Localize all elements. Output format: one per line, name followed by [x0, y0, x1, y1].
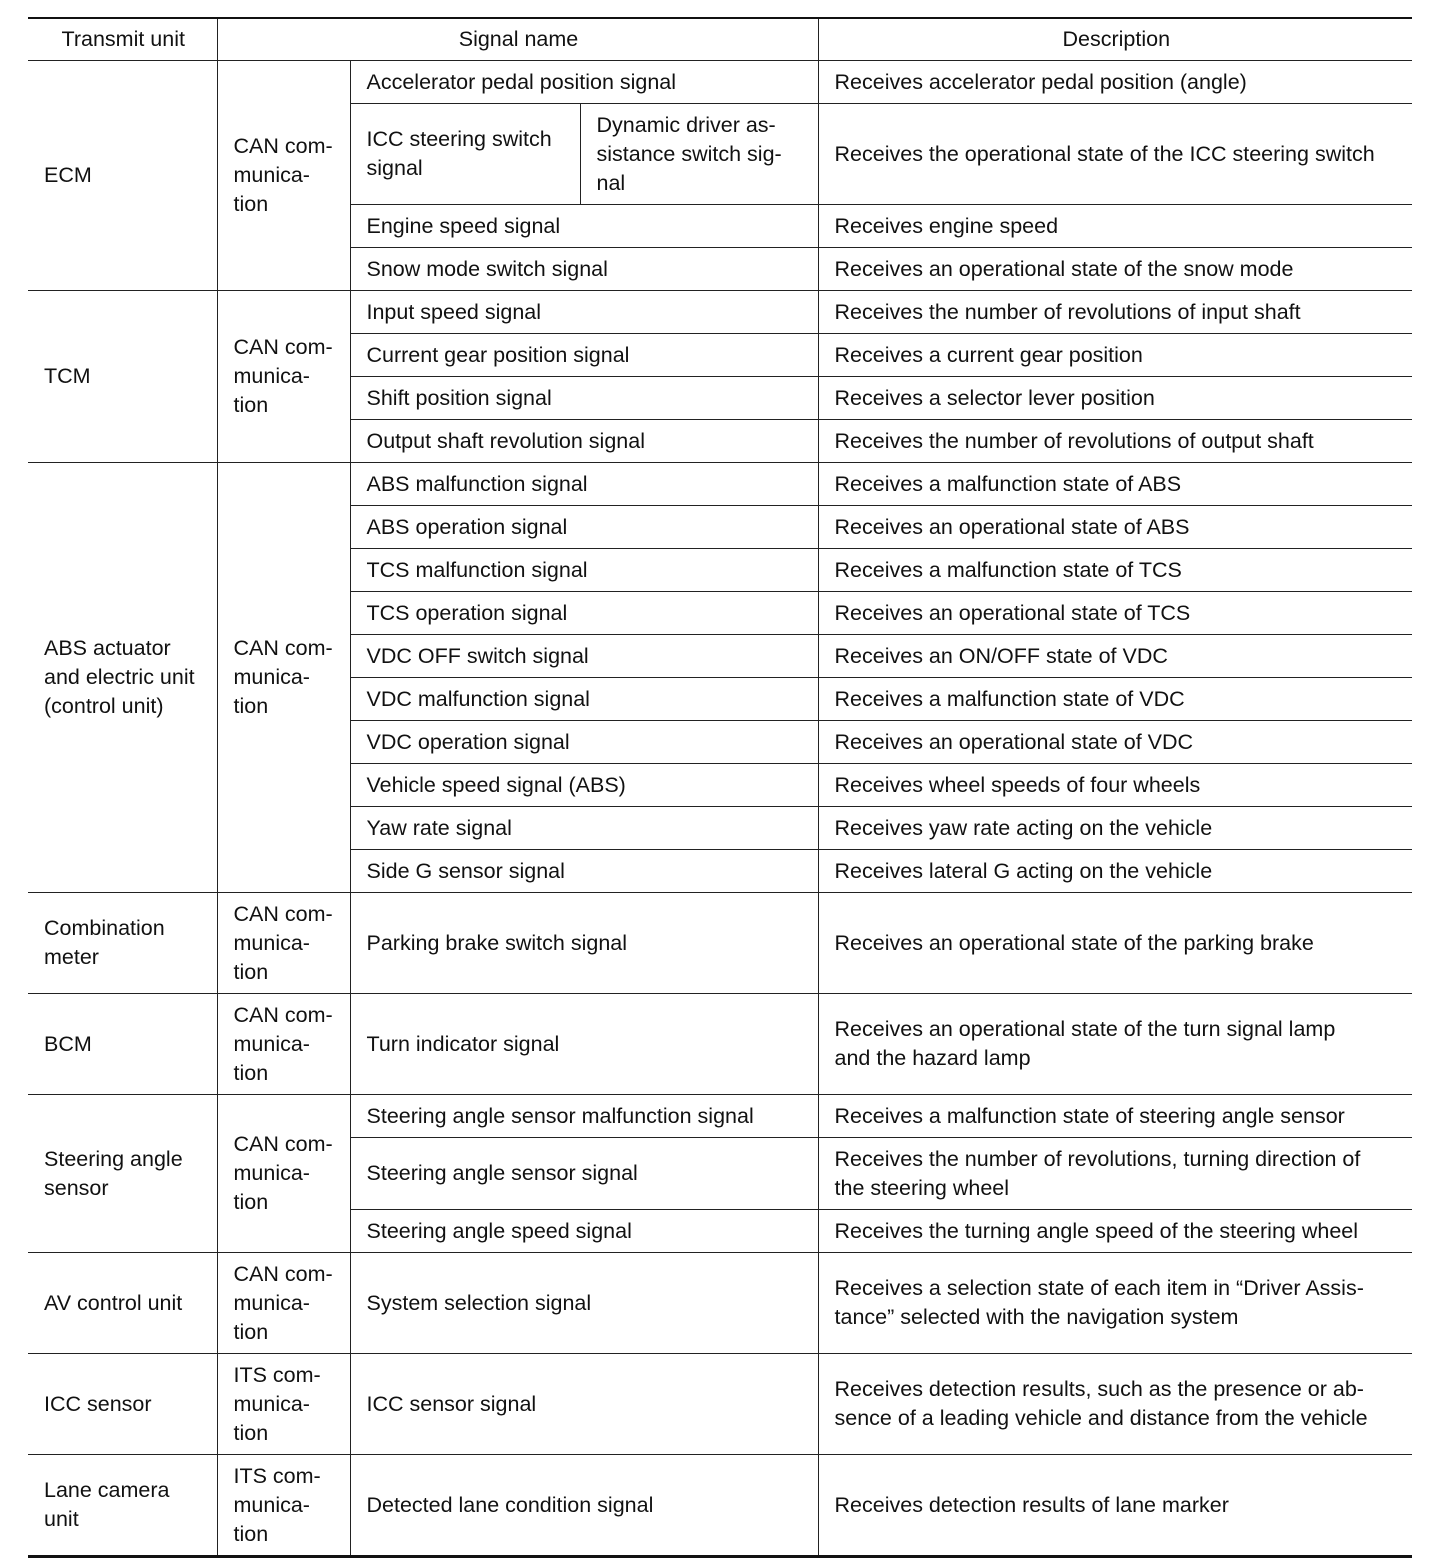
communication-cell: ITS com- munica- tion [217, 1354, 350, 1455]
communication-cell: CAN com- munica- tion [217, 291, 350, 463]
table-row [28, 893, 1412, 994]
table-row [28, 61, 1412, 104]
signal-name-cell: ICC sensor signal [350, 1354, 818, 1455]
communication-cell: CAN com- munica- tion [217, 1095, 350, 1253]
sub-signal-name-cell: Dynamic driver as- sistance switch sig- nal [580, 104, 818, 205]
communication-cell: CAN com- munica- tion [217, 893, 350, 994]
description-cell: Receives a selection state of each item in “Driver Assis- tance” selected with the navigation system [818, 1253, 1412, 1354]
description-cell: Receives a malfunction state of VDC [818, 678, 1412, 721]
table-header-row [28, 18, 1412, 61]
communication-cell: ITS com- munica- tion [217, 1455, 350, 1557]
signal-name-cell: ABS operation signal [350, 506, 818, 549]
signal-name-cell: Steering angle sensor malfunction signal [350, 1095, 818, 1138]
description-cell: Receives yaw rate acting on the vehicle [818, 807, 1412, 850]
description-cell: Receives an operational state of TCS [818, 592, 1412, 635]
description-cell: Receives the number of revolutions, turning direction of the steering wheel [818, 1138, 1412, 1210]
signal-name-cell: System selection signal [350, 1253, 818, 1354]
signal-name-cell: Turn indicator signal [350, 994, 818, 1095]
description-cell: Receives an operational state of the snow mode [818, 248, 1412, 291]
signal-name-cell: Vehicle speed signal (ABS) [350, 764, 818, 807]
description-cell: Receives the number of revolutions of input shaft [818, 291, 1412, 334]
header-description: Description [818, 18, 1412, 61]
table-row [28, 463, 1412, 506]
signal-name-cell: TCS malfunction signal [350, 549, 818, 592]
header-signal-name: Signal name [217, 18, 818, 61]
transmit-unit-cell: ICC sensor [28, 1354, 217, 1455]
signal-name-cell: Yaw rate signal [350, 807, 818, 850]
table-row [28, 1455, 1412, 1557]
description-cell: Receives the number of revolutions of output shaft [818, 420, 1412, 463]
description-cell: Receives lateral G acting on the vehicle [818, 850, 1412, 893]
description-cell: Receives a current gear position [818, 334, 1412, 377]
transmit-unit-cell: Lane camera unit [28, 1455, 217, 1557]
description-cell: Receives an operational state of the turn signal lamp and the hazard lamp [818, 994, 1412, 1095]
signal-name-cell: Engine speed signal [350, 205, 818, 248]
table-row [28, 1253, 1412, 1354]
signal-name-cell: Parking brake switch signal [350, 893, 818, 994]
description-cell: Receives a malfunction state of TCS [818, 549, 1412, 592]
communication-cell: CAN com- munica- tion [217, 994, 350, 1095]
description-cell: Receives the operational state of the ICC steering switch [818, 104, 1412, 205]
signal-name-cell: VDC OFF switch signal [350, 635, 818, 678]
description-cell: Receives detection results of lane marker [818, 1455, 1412, 1557]
description-cell: Receives accelerator pedal position (angle) [818, 61, 1412, 104]
communication-cell: CAN com- munica- tion [217, 61, 350, 291]
signal-name-cell: TCS operation signal [350, 592, 818, 635]
signal-name-cell: Detected lane condition signal [350, 1455, 818, 1557]
description-cell: Receives a malfunction state of steering angle sensor [818, 1095, 1412, 1138]
signal-name-cell: Steering angle speed signal [350, 1210, 818, 1253]
table-row [28, 291, 1412, 334]
transmit-unit-cell: TCM [28, 291, 217, 463]
description-cell: Receives an operational state of VDC [818, 721, 1412, 764]
description-cell: Receives detection results, such as the presence or ab- sence of a leading vehicle and distance from the vehicle [818, 1354, 1412, 1455]
transmit-unit-cell: Steering angle sensor [28, 1095, 217, 1253]
communication-cell: CAN com- munica- tion [217, 463, 350, 893]
transmit-unit-cell: Combination meter [28, 893, 217, 994]
table-row [28, 1095, 1412, 1138]
description-cell: Receives an operational state of the parking brake [818, 893, 1412, 994]
signal-name-cell: Accelerator pedal position signal [350, 61, 818, 104]
signal-name-cell: ICC steering switch signal [350, 104, 580, 205]
communication-cell: CAN com- munica- tion [217, 1253, 350, 1354]
transmit-unit-cell: AV control unit [28, 1253, 217, 1354]
signal-name-cell: Input speed signal [350, 291, 818, 334]
signal-name-cell: Snow mode switch signal [350, 248, 818, 291]
table-row [28, 1354, 1412, 1455]
signal-name-cell: Current gear position signal [350, 334, 818, 377]
description-cell: Receives engine speed [818, 205, 1412, 248]
signal-name-cell: Output shaft revolution signal [350, 420, 818, 463]
description-cell: Receives a selector lever position [818, 377, 1412, 420]
description-cell: Receives an operational state of ABS [818, 506, 1412, 549]
header-transmit-unit: Transmit unit [28, 18, 217, 61]
signal-name-cell: Shift position signal [350, 377, 818, 420]
signal-name-cell: Side G sensor signal [350, 850, 818, 893]
transmit-unit-cell: BCM [28, 994, 217, 1095]
description-cell: Receives a malfunction state of ABS [818, 463, 1412, 506]
transmit-unit-cell: ABS actuator and electric unit (control unit) [28, 463, 217, 893]
signal-name-cell: ABS malfunction signal [350, 463, 818, 506]
description-cell: Receives wheel speeds of four wheels [818, 764, 1412, 807]
can-signal-table [28, 17, 1412, 1558]
description-cell: Receives the turning angle speed of the steering wheel [818, 1210, 1412, 1253]
description-cell: Receives an ON/OFF state of VDC [818, 635, 1412, 678]
signal-name-cell: VDC operation signal [350, 721, 818, 764]
transmit-unit-cell: ECM [28, 61, 217, 291]
signal-name-cell: VDC malfunction signal [350, 678, 818, 721]
signal-name-cell: Steering angle sensor signal [350, 1138, 818, 1210]
table-row [28, 994, 1412, 1095]
